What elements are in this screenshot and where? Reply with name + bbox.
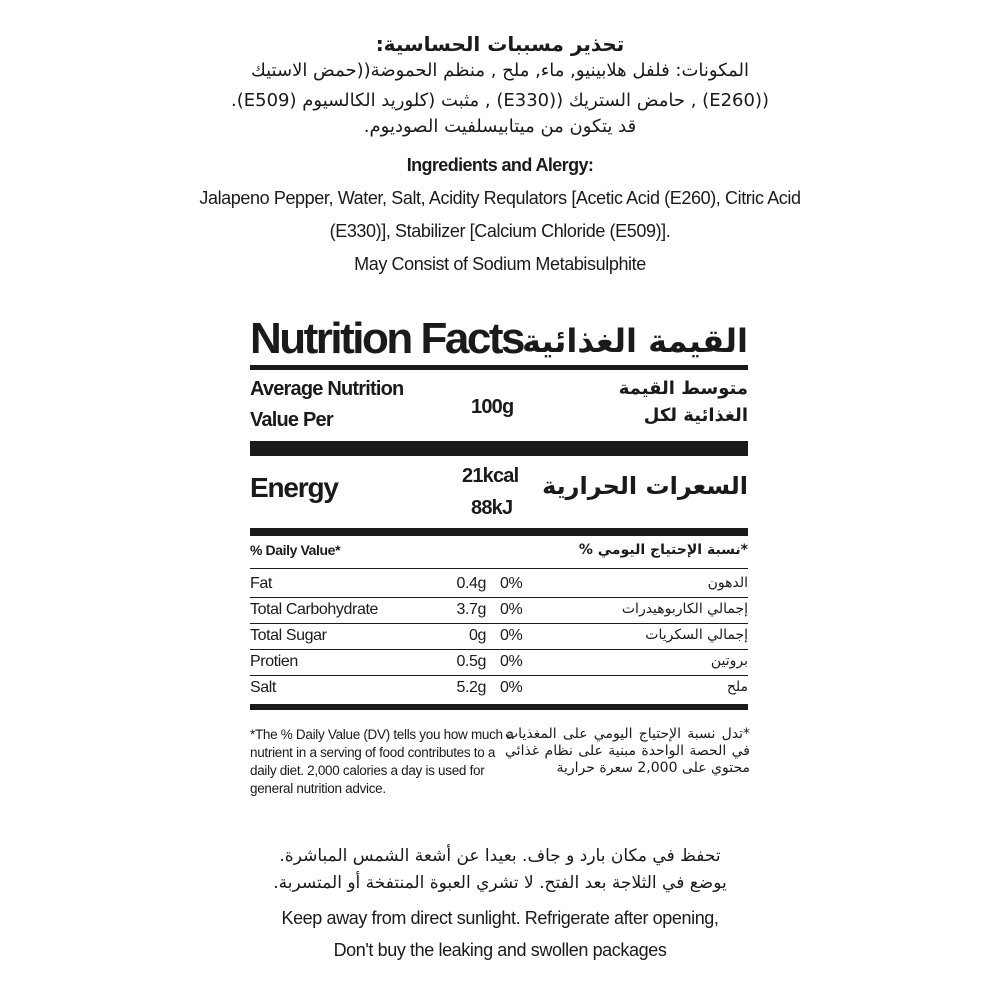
nutrient-name-ar: إجمالي السكريات xyxy=(645,627,748,643)
nutrient-name-ar: الدهون xyxy=(707,575,748,591)
nutrition-title: Nutrition Facts xyxy=(250,314,523,363)
nutrient-row-fat xyxy=(250,571,748,598)
nutrient-value: 5.2g xyxy=(456,679,486,696)
nutrient-percent: 0% xyxy=(500,627,523,644)
arabic-ingredients-line: المكونات: فلفل هلابينيو, ماء, ملح , منظم الحموضة((حمض الاستيك xyxy=(250,60,750,81)
serving-size: 100g xyxy=(471,396,514,418)
divider xyxy=(250,568,748,569)
value-per-label: Value Per xyxy=(250,409,333,431)
arabic-ingredients-line: ((E260) , حامض الستريك ((E330) , مثبت (كلوريد الكالسيوم (E509). xyxy=(231,90,769,111)
value-per-label-ar: الغذائية لكل xyxy=(643,405,748,426)
nutrient-value: 0.5g xyxy=(456,653,486,670)
energy-label: Energy xyxy=(250,472,338,503)
divider xyxy=(250,528,748,536)
nutrient-row-protein xyxy=(250,649,748,676)
storage-line: Don't buy the leaking and swollen packages xyxy=(333,940,667,960)
daily-value-label: % Daily Value* xyxy=(250,542,341,558)
ingredients-heading: Ingredients and Alergy: xyxy=(406,155,594,175)
nutrient-percent: 0% xyxy=(500,679,523,696)
ingredients-line: May Consist of Sodium Metabisulphite xyxy=(354,254,646,274)
divider xyxy=(250,441,748,456)
nutrient-percent: 0% xyxy=(500,653,523,670)
nutrient-name-ar: ملح xyxy=(726,679,748,695)
nutrient-value: 0g xyxy=(469,627,486,644)
nutrient-name: Total Sugar xyxy=(250,627,327,644)
nutrient-name: Protien xyxy=(250,653,298,670)
arabic-allergy-title: تحذير مسببات الحساسية: xyxy=(375,32,625,56)
nutrient-value: 3.7g xyxy=(456,601,486,618)
ingredients-line: (E330)], Stabilizer [Calcium Chloride (E509)]. xyxy=(329,221,671,241)
nutrient-row-salt xyxy=(250,675,748,701)
daily-value-footnote: *The % Daily Value (DV) tells you how much a nutrient in a serving of food contributes to a daily diet. 2,000 calories a day is used for general nutrition advice. xyxy=(250,727,514,796)
avg-nutrition-label: Average Nutrition xyxy=(250,378,404,400)
nutrient-name-ar: إجمالي الكاربوهيدرات xyxy=(621,601,748,617)
divider xyxy=(250,365,748,370)
arabic-ingredients-line: قد يتكون من ميتابيسلفيت الصوديوم. xyxy=(363,116,637,137)
nutrient-name: Salt xyxy=(250,679,276,696)
nutrient-percent: 0% xyxy=(500,601,523,618)
divider xyxy=(250,704,748,710)
nutrient-percent: 0% xyxy=(500,575,523,592)
nutrient-value: 0.4g xyxy=(456,575,486,592)
nutrient-row-sugar xyxy=(250,623,748,650)
nutrient-name: Fat xyxy=(250,575,272,592)
nutrition-title-ar: القيمة الغذائية xyxy=(521,322,748,360)
nutrient-name-ar: بروتين xyxy=(710,653,748,669)
nutrient-row-carbohydrate xyxy=(250,597,748,624)
energy-label-ar: السعرات الحرارية xyxy=(542,472,748,500)
energy-kj: 88kJ xyxy=(471,497,513,519)
daily-value-footnote-ar: *تدل نسبة الإحتياج اليومي على المغذيات في الحصة الواحدة مبنية على نظام غذائي محتوي على 2,000 سعرة حرارية xyxy=(505,726,750,776)
storage-line: Keep away from direct sunlight. Refrigerate after opening, xyxy=(281,908,719,928)
nutrient-name: Total Carbohydrate xyxy=(250,601,378,618)
daily-value-label-ar: *نسبة الإحتياج اليومي % xyxy=(578,542,748,558)
storage-line-ar: تحفظ في مكان بارد و جاف. بعيدا عن أشعة الشمس المباشرة. xyxy=(279,846,721,866)
energy-kcal: 21kcal xyxy=(462,465,519,487)
avg-nutrition-label-ar: متوسط القيمة xyxy=(618,378,748,399)
storage-line-ar: يوضع في الثلاجة بعد الفتح. لا تشري العبوة المنتفخة أو المتسربة. xyxy=(273,873,727,893)
ingredients-line: Jalapeno Pepper, Water, Salt, Acidity Requlators [Acetic Acid (E260), Citric Acid xyxy=(199,188,801,208)
